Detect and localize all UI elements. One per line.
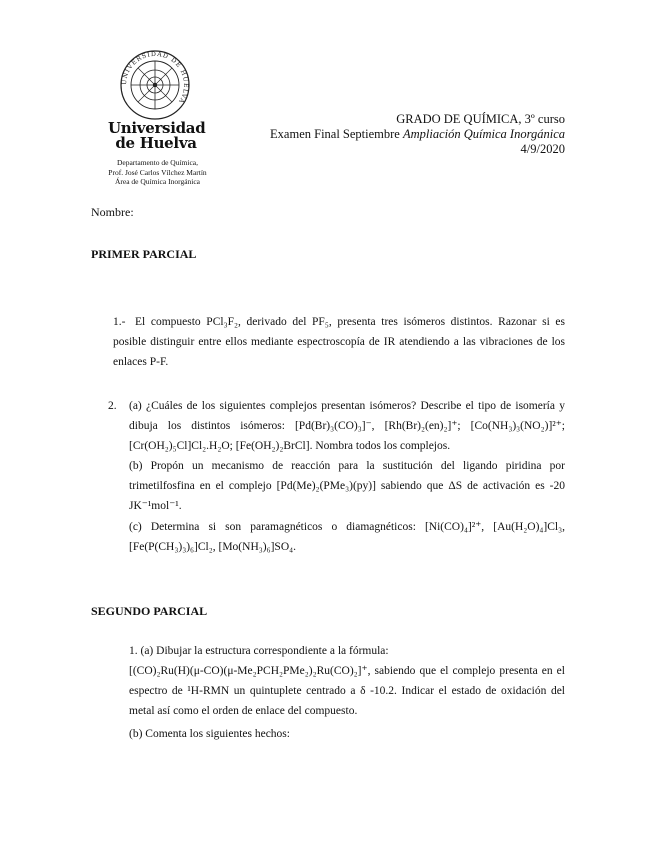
question2-part-c: (c) Determina si son paramagnéticos o diamagnéticos: [Ni(CO)₄]²⁺, [Au(H₂O)₄]Cl₃, [Fe(P(CH₃)₃)₆]Cl₂, [Mo(NH₃)₆]SO₄. <box>129 521 565 553</box>
name-label: Nombre: <box>91 205 134 219</box>
exam-line <box>250 127 565 142</box>
question2-part-a: (a) ¿Cuáles de los siguientes complejos presentan isómeros? Describe el tipo de isomería y dibuja los distintos isómeros: [Pd(Br)₃(CO)₃]⁻, [Rh(Br)₂(en)₂]⁺; [Co(NH₃)₃(NO₂)]²⁺; [Cr(OH₂)₅Cl]Cl₂.H₂O; [Fe(OH₂)₂BrCl]. Nombra todos los complejos. <box>129 400 565 452</box>
seal-text: UNIVERSIDAD DE HUELVA <box>120 50 190 105</box>
exam-date: 4/9/2020 <box>520 142 565 156</box>
degree-line: GRADO DE QUÍMICA, 3º curso <box>396 112 565 126</box>
part2-q1a-heading: 1. (a) Dibujar la estructura correspondiente a la fórmula: <box>129 645 389 657</box>
department-line2: Prof. José Carlos Vílchez Martín <box>108 167 207 177</box>
department-line1: Departamento de Química, <box>116 158 198 167</box>
department-line3: Área de Química Inorgánica <box>114 177 201 186</box>
exam-prefix: Examen Final Septiembre <box>270 127 403 141</box>
part2-title: SEGUNDO PARCIAL <box>91 604 208 618</box>
part2-q1b-heading: (b) Comenta los siguientes hechos: <box>129 728 290 740</box>
question1-number: 1.- <box>113 316 126 328</box>
part2-q1a-text: [(CO)₂Ru(H)(μ-CO)(μ-Me₂PCH₂PMe₂)₂Ru(CO)₂]⁺, sabiendo que el complejo presenta en el espectro de ¹H-RMN un quintuplete centrado a δ -10.2. Indicar el estado de oxidación del metal así como el orden de enlace del compuesto. <box>129 665 565 717</box>
question2-number: 2. <box>108 400 117 412</box>
department-info <box>80 158 235 187</box>
question2-part-b: (b) Propón un mecanismo de reacción para la sustitución del ligando piridina por trimetilfosfina en el complejo [Pd(Me)₂(PMe₃)(py)] sabiendo que ΔS de activación es -20 JK⁻¹mol⁻¹. <box>129 460 565 512</box>
question1-text: El compuesto PCl₃F₂, derivado del PF₅, presenta tres isómeros distintos. Razonar si es posible distinguir entre ellos mediante espectroscopía de IR atendiendo a las vibraciones de los enlaces P-F. <box>113 316 565 368</box>
university-seal-logo <box>120 50 190 120</box>
exam-header <box>250 112 565 157</box>
university-name-line1: Universidad <box>108 119 206 137</box>
university-name-line2: de Huelva <box>115 134 197 152</box>
university-name-logo <box>108 121 204 151</box>
subject-name: Ampliación Química Inorgánica <box>402 127 565 141</box>
part1-title: PRIMER PARCIAL <box>91 247 197 261</box>
